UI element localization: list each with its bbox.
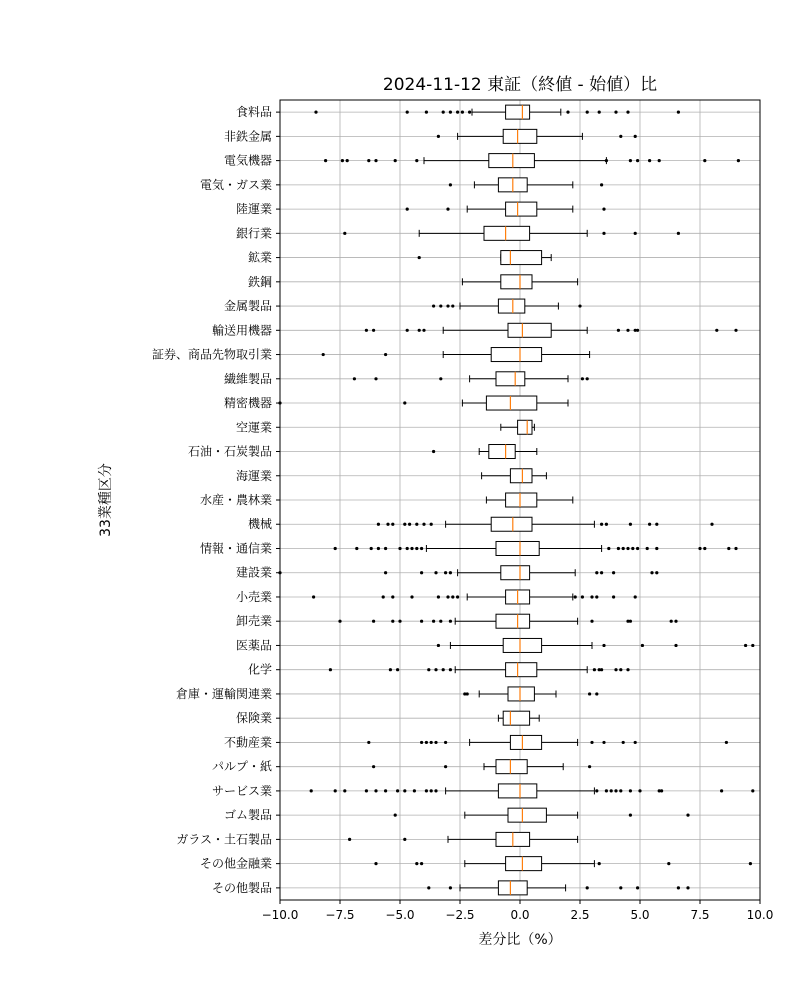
box-iqr [498, 881, 527, 895]
outlier-point [638, 789, 641, 792]
outlier-point [432, 620, 435, 623]
outlier-point [434, 789, 437, 792]
outlier-point [449, 111, 452, 114]
outlier-point [324, 159, 327, 162]
outlier-point [312, 595, 315, 598]
outlier-point [595, 571, 598, 574]
outlier-point [677, 111, 680, 114]
y-tick-label: その他製品 [211, 880, 272, 895]
outlier-point [394, 159, 397, 162]
outlier-point [634, 135, 637, 138]
box-iqr [489, 154, 535, 168]
outlier-point [468, 111, 471, 114]
outlier-point [600, 183, 603, 186]
y-tick-label: ガラス・土石製品 [176, 832, 272, 847]
outlier-point [581, 377, 584, 380]
outlier-point [432, 450, 435, 453]
outlier-point [595, 692, 598, 695]
y-tick-label: 石油・石炭製品 [187, 444, 272, 459]
box-iqr [506, 857, 542, 871]
outlier-point [605, 159, 608, 162]
outlier-point [734, 547, 737, 550]
outlier-point [408, 523, 411, 526]
y-tick-label: 銀行業 [235, 226, 272, 241]
outlier-point [725, 741, 728, 744]
x-tick-label: −10.0 [261, 908, 299, 922]
y-tick-label: 繊維製品 [223, 371, 272, 386]
y-tick-label: 倉庫・運輸関連業 [175, 686, 272, 701]
outlier-point [374, 789, 377, 792]
outlier-point [410, 547, 413, 550]
y-tick-label: 保険業 [235, 711, 272, 726]
outlier-point [418, 329, 421, 332]
outlier-point [396, 668, 399, 671]
outlier-point [612, 595, 615, 598]
box-iqr [506, 105, 530, 119]
y-tick-label: 海運業 [235, 468, 272, 483]
box-iqr [503, 711, 529, 725]
outlier-point [365, 789, 368, 792]
outlier-point [600, 523, 603, 526]
y-tick-label: 情報・通信業 [199, 541, 272, 556]
outlier-point [751, 644, 754, 647]
box-iqr [496, 760, 527, 774]
x-tick-label: 0.0 [510, 908, 530, 922]
y-tick-label: 証券、商品先物取引業 [151, 347, 272, 362]
outlier-point [398, 547, 401, 550]
outlier-point [427, 886, 430, 889]
outlier-point [581, 595, 584, 598]
y-tick-label: 水産・農林業 [199, 493, 272, 507]
outlier-point [442, 111, 445, 114]
outlier-point [346, 159, 349, 162]
outlier-point [648, 159, 651, 162]
y-tick-label: 食料品 [235, 105, 272, 120]
outlier-point [372, 620, 375, 623]
outlier-point [374, 377, 377, 380]
outlier-point [444, 741, 447, 744]
outlier-point [420, 547, 423, 550]
outlier-point [631, 547, 634, 550]
outlier-point [449, 571, 452, 574]
outlier-point [355, 547, 358, 550]
outlier-point [686, 814, 689, 817]
outlier-point [365, 329, 368, 332]
outlier-point [578, 304, 581, 307]
outlier-point [425, 111, 428, 114]
outlier-point [427, 668, 430, 671]
y-tick-label: 機械 [247, 517, 272, 532]
outlier-point [410, 595, 413, 598]
outlier-point [341, 159, 344, 162]
outlier-point [626, 329, 629, 332]
outlier-point [384, 353, 387, 356]
box-iqr [518, 420, 532, 434]
outlier-point [590, 620, 593, 623]
outlier-point [629, 814, 632, 817]
box-iqr [501, 275, 532, 289]
x-axis-title: 差分比（%） [478, 932, 562, 948]
y-tick-label: 不動産業 [223, 735, 272, 750]
outlier-point [334, 547, 337, 550]
outlier-point [314, 111, 317, 114]
outlier-point [749, 862, 752, 865]
box-group [482, 469, 547, 483]
box-group [486, 493, 572, 507]
box-group [462, 275, 577, 289]
y-tick-label: 電気・ガス業 [199, 177, 272, 192]
y-tick-label: パルプ・紙 [211, 759, 272, 774]
outlier-point [602, 741, 605, 744]
outlier-point [629, 159, 632, 162]
y-tick-label: 電気機器 [223, 153, 272, 168]
outlier-point [636, 159, 639, 162]
outlier-point [442, 668, 445, 671]
outlier-point [420, 862, 423, 865]
y-tick-label: 輸送用機器 [211, 323, 272, 338]
outlier-point [586, 111, 589, 114]
outlier-point [437, 135, 440, 138]
outlier-point [622, 547, 625, 550]
outlier-point [658, 159, 661, 162]
outlier-point [449, 620, 452, 623]
outlier-point [406, 547, 409, 550]
y-tick-label: 建設業 [235, 565, 272, 580]
outlier-point [384, 547, 387, 550]
outlier-point [420, 571, 423, 574]
outlier-point [598, 862, 601, 865]
box-iqr [510, 735, 541, 749]
outlier-point [377, 523, 380, 526]
box-iqr [489, 445, 515, 459]
outlier-point [614, 668, 617, 671]
outlier-point [636, 886, 639, 889]
outlier-point [444, 765, 447, 768]
axis-ticks [152, 104, 773, 922]
outlier-point [629, 620, 632, 623]
y-tick-label: 医薬品 [235, 638, 272, 653]
outlier-point [670, 620, 673, 623]
outlier-point [384, 789, 387, 792]
outlier-point [602, 207, 605, 210]
outlier-point [406, 207, 409, 210]
outlier-point [602, 232, 605, 235]
outlier-point [674, 644, 677, 647]
outlier-point [727, 547, 730, 550]
y-tick-label: ゴム製品 [223, 808, 272, 823]
outlier-point [396, 789, 399, 792]
x-tick-label: 7.5 [690, 908, 710, 922]
outlier-point [403, 401, 406, 404]
outlier-point [382, 595, 385, 598]
box-iqr [491, 348, 541, 362]
outlier-point [425, 741, 428, 744]
outlier-point [715, 329, 718, 332]
outlier-point [629, 523, 632, 526]
outlier-point [614, 111, 617, 114]
outlier-point [595, 789, 598, 792]
x-tick-label: 5.0 [630, 908, 650, 922]
outlier-point [367, 159, 370, 162]
outlier-point [451, 595, 454, 598]
outlier-point [425, 789, 428, 792]
outlier-point [600, 571, 603, 574]
outlier-point [588, 692, 591, 695]
outlier-point [430, 741, 433, 744]
outlier-point [439, 304, 442, 307]
outlier-point [622, 741, 625, 744]
box-iqr [496, 541, 539, 555]
outlier-point [660, 789, 663, 792]
outlier-point [389, 668, 392, 671]
outlier-point [595, 595, 598, 598]
outlier-point [751, 789, 754, 792]
outlier-point [398, 620, 401, 623]
outlier-point [343, 232, 346, 235]
outlier-point [646, 547, 649, 550]
box-iqr [498, 299, 524, 313]
outlier-point [391, 595, 394, 598]
outlier-point [619, 886, 622, 889]
box-iqr [496, 372, 525, 386]
outlier-point [446, 207, 449, 210]
outlier-point [737, 159, 740, 162]
outlier-point [648, 523, 651, 526]
outlier-point [456, 111, 459, 114]
box-iqr [486, 396, 536, 410]
outlier-point [430, 523, 433, 526]
outlier-point [430, 789, 433, 792]
box-iqr [498, 784, 536, 798]
outlier-point [617, 547, 620, 550]
outlier-point [626, 111, 629, 114]
y-tick-label: 鉄鋼 [247, 274, 272, 289]
outlier-point [334, 789, 337, 792]
x-tick-label: −5.0 [385, 908, 415, 922]
outlier-point [636, 547, 639, 550]
outlier-point [367, 741, 370, 744]
box-iqr [501, 251, 542, 265]
outlier-point [386, 523, 389, 526]
outlier-point [614, 789, 617, 792]
outlier-point [374, 862, 377, 865]
box-iqr [508, 687, 534, 701]
box-iqr [503, 638, 541, 652]
outlier-point [415, 523, 418, 526]
box-iqr [506, 493, 537, 507]
box-iqr [484, 226, 530, 240]
outlier-point [418, 256, 421, 259]
box-iqr [508, 323, 551, 337]
y-tick-label: 化学 [247, 662, 272, 677]
outlier-point [322, 353, 325, 356]
y-tick-label: 非鉄金属 [223, 129, 272, 144]
box-iqr [506, 663, 537, 677]
outlier-point [566, 111, 569, 114]
outlier-point [602, 644, 605, 647]
outlier-point [391, 620, 394, 623]
outlier-point [734, 329, 737, 332]
chart-title: 2024-11-12 東証（終値 - 始値）比 [382, 75, 658, 95]
y-tick-label: 空運業 [235, 420, 272, 435]
y-tick-label: 精密機器 [223, 396, 272, 411]
outlier-point [626, 668, 629, 671]
outlier-point [720, 789, 723, 792]
outlier-point [329, 668, 332, 671]
outlier-point [703, 159, 706, 162]
outlier-point [403, 838, 406, 841]
outlier-point [422, 523, 425, 526]
outlier-point [619, 135, 622, 138]
outlier-point [655, 547, 658, 550]
outlier-point [394, 814, 397, 817]
box-group [498, 711, 539, 725]
outlier-point [744, 644, 747, 647]
outlier-point [636, 329, 639, 332]
outlier-point [439, 620, 442, 623]
box-iqr [508, 808, 546, 822]
outlier-point [600, 668, 603, 671]
outlier-point [456, 595, 459, 598]
outlier-point [444, 571, 447, 574]
outlier-point [432, 304, 435, 307]
outlier-point [384, 571, 387, 574]
box-iqr [491, 517, 532, 531]
outlier-point [698, 547, 701, 550]
y-tick-label: 鉱業 [247, 250, 272, 265]
outlier-point [629, 789, 632, 792]
outlier-point [574, 595, 577, 598]
outlier-point [605, 789, 608, 792]
outlier-point [612, 571, 615, 574]
outlier-point [461, 111, 464, 114]
outlier-point [677, 886, 680, 889]
outlier-point [674, 620, 677, 623]
outlier-point [372, 329, 375, 332]
outlier-point [588, 765, 591, 768]
outlier-point [446, 304, 449, 307]
outlier-point [466, 692, 469, 695]
outlier-point [310, 789, 313, 792]
outlier-point [446, 595, 449, 598]
outlier-point [703, 547, 706, 550]
outlier-point [634, 595, 637, 598]
outlier-point [451, 304, 454, 307]
box-iqr [501, 566, 530, 580]
outlier-point [449, 183, 452, 186]
y-tick-label: その他金融業 [199, 856, 272, 871]
y-tick-label: 卸売業 [235, 614, 272, 629]
outlier-point [686, 886, 689, 889]
box-iqr [503, 129, 537, 143]
outlier-point [420, 741, 423, 744]
x-tick-label: −2.5 [445, 908, 475, 922]
x-tick-label: 2.5 [570, 908, 590, 922]
outlier-point [372, 765, 375, 768]
box-group [501, 420, 535, 434]
outlier-point [338, 620, 341, 623]
box-iqr [496, 614, 530, 628]
outlier-point [353, 377, 356, 380]
outlier-point [434, 741, 437, 744]
outlier-point [403, 523, 406, 526]
y-tick-label: サービス業 [211, 783, 272, 798]
outlier-point [449, 668, 452, 671]
outlier-point [415, 862, 418, 865]
outlier-point [370, 547, 373, 550]
outlier-point [434, 571, 437, 574]
y-tick-label: 金属製品 [223, 299, 272, 314]
outlier-point [593, 668, 596, 671]
outlier-point [449, 886, 452, 889]
outlier-point [655, 571, 658, 574]
box-iqr [506, 202, 537, 216]
outlier-point [655, 523, 658, 526]
y-tick-label: 小売業 [235, 589, 272, 604]
outlier-point [586, 377, 589, 380]
outlier-point [348, 838, 351, 841]
outlier-point [406, 111, 409, 114]
outlier-point [377, 547, 380, 550]
outlier-point [343, 789, 346, 792]
outlier-point [434, 668, 437, 671]
outlier-point [590, 595, 593, 598]
outlier-point [605, 523, 608, 526]
outlier-point [634, 232, 637, 235]
outlier-point [406, 329, 409, 332]
outlier-point [590, 741, 593, 744]
outlier-point [634, 741, 637, 744]
y-axis-title: 33業種区分 [98, 463, 114, 537]
outlier-point [619, 789, 622, 792]
outlier-point [677, 232, 680, 235]
x-tick-label: −7.5 [325, 908, 355, 922]
outlier-point [650, 571, 653, 574]
outlier-point [439, 377, 442, 380]
outlier-point [667, 862, 670, 865]
outlier-point [710, 523, 713, 526]
box-iqr [510, 469, 532, 483]
outlier-point [598, 111, 601, 114]
outlier-point [610, 789, 613, 792]
x-tick-label: 10.0 [746, 908, 774, 922]
outlier-point [617, 329, 620, 332]
outlier-point [626, 547, 629, 550]
outlier-point [437, 595, 440, 598]
outlier-point [437, 644, 440, 647]
outlier-point [403, 789, 406, 792]
outlier-point [641, 644, 644, 647]
outlier-point [607, 547, 610, 550]
outlier-point [413, 789, 416, 792]
outlier-point [391, 523, 394, 526]
outlier-point [415, 159, 418, 162]
outlier-point [422, 329, 425, 332]
y-tick-label: 陸運業 [235, 202, 272, 217]
outlier-point [374, 159, 377, 162]
outlier-point [415, 547, 418, 550]
outlier-point [420, 620, 423, 623]
outlier-point [619, 668, 622, 671]
outlier-point [586, 886, 589, 889]
